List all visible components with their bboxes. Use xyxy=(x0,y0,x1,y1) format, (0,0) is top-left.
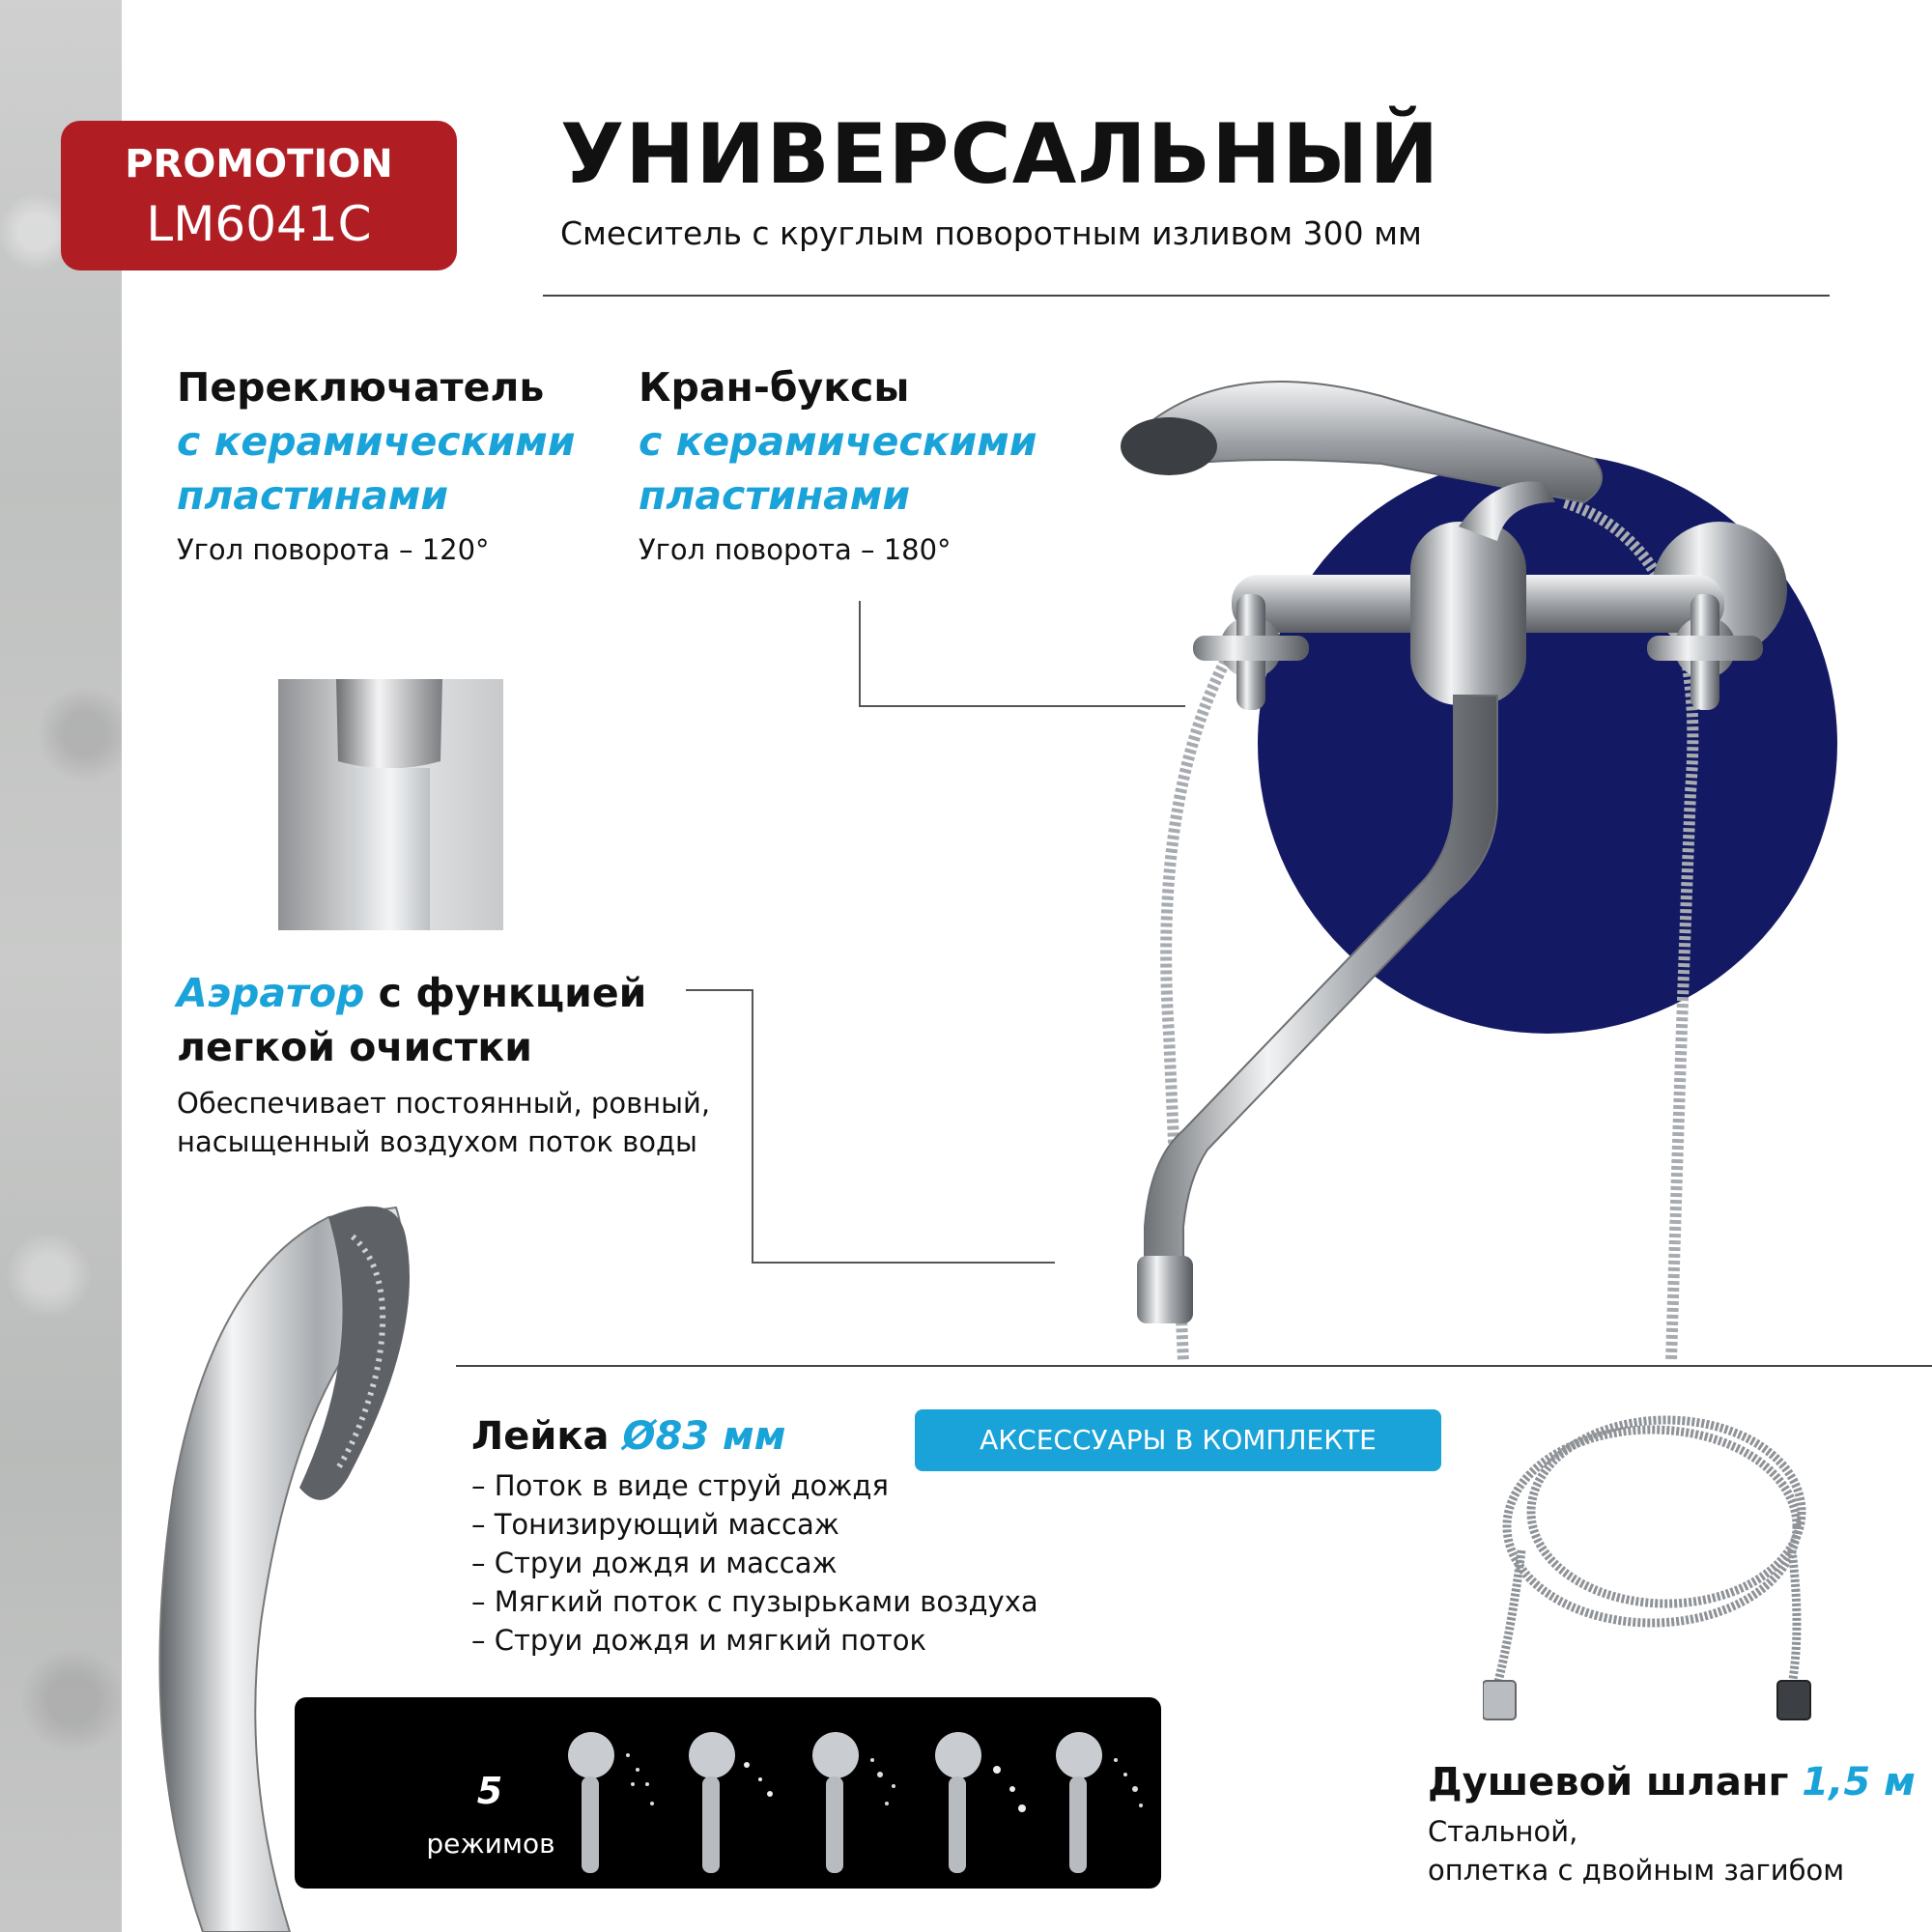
modes-count: 5 xyxy=(476,1770,503,1812)
concrete-side-panel xyxy=(0,0,122,1932)
accessories-badge: АКСЕССУАРЫ В КОМПЛЕКТЕ xyxy=(915,1409,1441,1471)
hose-label: Душевой шланг xyxy=(1428,1760,1803,1804)
model-code: LM6041C xyxy=(146,196,372,252)
shower-hose-photo xyxy=(1483,1406,1821,1734)
spray-mode-4-icon xyxy=(927,1726,1034,1876)
valve-feature xyxy=(639,360,1037,569)
list-item: – Поток в виде струй дождя xyxy=(471,1469,889,1502)
modes-label: режимов xyxy=(426,1828,555,1860)
hose-length: 1,5 м xyxy=(1802,1760,1916,1804)
shower-head-diameter: Ø83 мм xyxy=(622,1414,786,1459)
shower-mode-list xyxy=(471,1466,1038,1660)
spray-mode-5-icon xyxy=(1048,1726,1154,1876)
list-item: – Тонизирующий массаж xyxy=(471,1508,839,1541)
valve-heading: Кран-буксы xyxy=(639,364,910,411)
switch-heading: Переключатель xyxy=(177,364,545,411)
valve-accent-1: с керамическими xyxy=(639,418,1037,465)
promotion-badge xyxy=(61,121,457,270)
switch-detail: Угол поворота – 120° xyxy=(177,533,490,566)
shower-head-label: Лейка xyxy=(471,1414,623,1459)
switch-feature xyxy=(177,360,576,569)
valve-leader-vertical xyxy=(859,601,861,707)
valve-detail: Угол поворота – 180° xyxy=(639,533,952,566)
page-subtitle: Смеситель с круглым поворотным изливом 300 мм xyxy=(560,214,1422,252)
spray-mode-1-icon xyxy=(560,1726,667,1876)
promotion-label: PROMOTION xyxy=(125,142,393,186)
faucet-illustration xyxy=(1092,357,1922,1367)
hose-feature xyxy=(1428,1756,1916,1889)
switch-accent-1: с керамическими xyxy=(177,418,576,465)
switch-accent-2: пластинами xyxy=(177,472,449,519)
page-title: УНИВЕРСАЛЬНЫЙ xyxy=(560,106,1440,203)
list-item: – Струи дождя и мягкий поток xyxy=(471,1624,927,1657)
aerator-leader-vertical xyxy=(752,989,753,1264)
aerator-heading-2: легкой очистки xyxy=(177,1024,532,1070)
list-item: – Струи дождя и массаж xyxy=(471,1547,838,1579)
hose-detail-2: оплетка с двойным загибом xyxy=(1428,1854,1845,1887)
aerator-leader-top xyxy=(686,989,753,991)
hose-detail-1: Стальной, xyxy=(1428,1815,1578,1848)
spray-mode-3-icon xyxy=(805,1726,911,1876)
aerator-detail-1: Обеспечивает постоянный, ровный, xyxy=(177,1087,711,1120)
top-divider xyxy=(543,295,1830,297)
valve-accent-2: пластинами xyxy=(639,472,911,519)
aerator-feature xyxy=(177,966,710,1161)
modes-panel xyxy=(295,1697,1161,1889)
aerator-heading: с функцией xyxy=(364,970,647,1016)
aerator-leader-bottom xyxy=(752,1262,1055,1264)
aerator-accent: Аэратор xyxy=(177,970,365,1016)
aerator-detail-2: насыщенный воздухом поток воды xyxy=(177,1125,697,1158)
spray-mode-2-icon xyxy=(681,1726,787,1876)
middle-divider xyxy=(456,1365,1932,1367)
aerator-photo xyxy=(278,679,503,930)
list-item: – Мягкий поток с пузырьками воздуха xyxy=(471,1585,1038,1618)
